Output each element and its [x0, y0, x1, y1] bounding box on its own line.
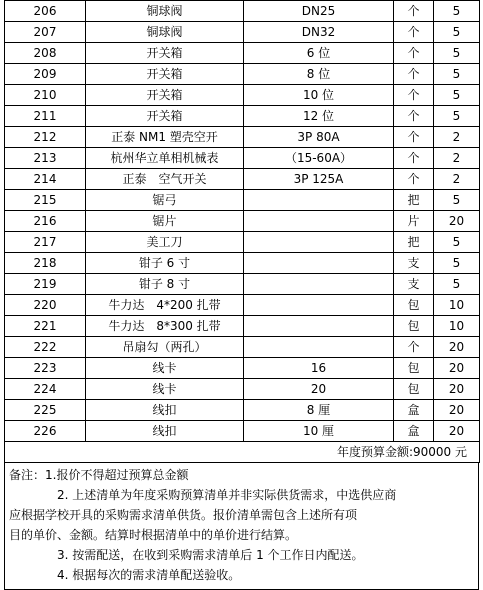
item-number-cell: 224: [5, 379, 86, 400]
item-number-cell: 209: [5, 64, 86, 85]
notes-section: [4, 463, 479, 590]
item-name-cell: 线扣: [86, 400, 244, 421]
item-spec-cell: 20: [244, 379, 394, 400]
item-quantity-cell: 5: [434, 22, 480, 43]
item-unit-cell: 把: [394, 232, 434, 253]
item-spec-cell: 10 厘: [244, 421, 394, 442]
item-quantity-cell: 5: [434, 64, 480, 85]
item-spec-cell: 16: [244, 358, 394, 379]
item-number-cell: 206: [5, 1, 86, 22]
item-spec-cell: 8 厘: [244, 400, 394, 421]
item-number-cell: 222: [5, 337, 86, 358]
table-row: [5, 106, 480, 127]
table-row: [5, 64, 480, 85]
table-row: [5, 253, 480, 274]
item-number-cell: 217: [5, 232, 86, 253]
item-number-cell: 216: [5, 211, 86, 232]
item-unit-cell: 个: [394, 148, 434, 169]
table-row: [5, 274, 480, 295]
table-row: [5, 22, 480, 43]
table-row: [5, 1, 480, 22]
item-number-cell: 219: [5, 274, 86, 295]
item-unit-cell: 个: [394, 64, 434, 85]
item-number-cell: 210: [5, 85, 86, 106]
item-quantity-cell: 5: [434, 85, 480, 106]
item-unit-cell: 个: [394, 1, 434, 22]
table-row: [5, 169, 480, 190]
table-row: [5, 43, 480, 64]
table-row: [5, 337, 480, 358]
item-unit-cell: 盒: [394, 400, 434, 421]
item-spec-cell: [244, 211, 394, 232]
item-quantity-cell: 5: [434, 43, 480, 64]
item-name-cell: 正泰 NM1 塑壳空开: [86, 127, 244, 148]
item-unit-cell: 个: [394, 22, 434, 43]
item-number-cell: 208: [5, 43, 86, 64]
item-name-cell: 开关箱: [86, 43, 244, 64]
note-2-line-1: 2. 上述清单为年度采购预算清单并非实际供货需求，中选供应商: [57, 488, 397, 502]
item-unit-cell: 个: [394, 43, 434, 64]
item-quantity-cell: 20: [434, 337, 480, 358]
total-row: [5, 442, 480, 463]
item-spec-cell: 10 位: [244, 85, 394, 106]
item-unit-cell: 包: [394, 295, 434, 316]
item-spec-cell: 3P 125A: [244, 169, 394, 190]
item-number-cell: 212: [5, 127, 86, 148]
item-spec-cell: 6 位: [244, 43, 394, 64]
item-unit-cell: 支: [394, 274, 434, 295]
item-number-cell: 207: [5, 22, 86, 43]
item-name-cell: 锯弓: [86, 190, 244, 211]
table-row: [5, 379, 480, 400]
item-quantity-cell: 10: [434, 316, 480, 337]
note-1: 备注：1.报价不得超过预算总金额: [9, 468, 189, 482]
note-2-line-3: 目的单价、金额。结算时根据清单中的单价进行结算。: [9, 528, 298, 542]
item-spec-cell: （15-60A）: [244, 148, 394, 169]
note-3: 3. 按需配送，在收到采购需求清单后 1 个工作日内配送。: [57, 548, 364, 562]
item-unit-cell: 个: [394, 85, 434, 106]
item-quantity-cell: 20: [434, 421, 480, 442]
table-row: [5, 421, 480, 442]
item-unit-cell: 片: [394, 211, 434, 232]
item-spec-cell: 3P 80A: [244, 127, 394, 148]
item-name-cell: 线卡: [86, 379, 244, 400]
item-unit-cell: 盒: [394, 421, 434, 442]
table-row: [5, 211, 480, 232]
item-spec-cell: 12 位: [244, 106, 394, 127]
item-spec-cell: [244, 295, 394, 316]
item-spec-cell: [244, 253, 394, 274]
item-unit-cell: 个: [394, 169, 434, 190]
item-name-cell: 铜球阀: [86, 1, 244, 22]
annual-budget-total: 年度预算金额:90000 元: [5, 442, 480, 463]
table-row: [5, 85, 480, 106]
item-name-cell: 开关箱: [86, 106, 244, 127]
item-name-cell: 牛力达 4*200 扎带: [86, 295, 244, 316]
item-quantity-cell: 20: [434, 400, 480, 421]
table-row: [5, 358, 480, 379]
item-name-cell: 开关箱: [86, 85, 244, 106]
item-quantity-cell: 10: [434, 295, 480, 316]
item-unit-cell: 包: [394, 358, 434, 379]
item-table-body: [5, 1, 480, 442]
item-unit-cell: 个: [394, 337, 434, 358]
item-number-cell: 226: [5, 421, 86, 442]
item-quantity-cell: 20: [434, 358, 480, 379]
item-unit-cell: 包: [394, 379, 434, 400]
item-spec-cell: [244, 316, 394, 337]
item-number-cell: 225: [5, 400, 86, 421]
item-number-cell: 220: [5, 295, 86, 316]
item-number-cell: 211: [5, 106, 86, 127]
table-row: [5, 400, 480, 421]
item-name-cell: 铜球阀: [86, 22, 244, 43]
item-name-cell: 开关箱: [86, 64, 244, 85]
item-name-cell: 牛力达 8*300 扎带: [86, 316, 244, 337]
item-number-cell: 213: [5, 148, 86, 169]
item-spec-cell: [244, 337, 394, 358]
item-number-cell: 221: [5, 316, 86, 337]
item-spec-cell: [244, 232, 394, 253]
item-unit-cell: 把: [394, 190, 434, 211]
item-name-cell: 线卡: [86, 358, 244, 379]
table-row: [5, 316, 480, 337]
procurement-sheet: [4, 0, 479, 590]
item-number-cell: 215: [5, 190, 86, 211]
item-quantity-cell: 5: [434, 253, 480, 274]
item-name-cell: 杭州华立单相机械表: [86, 148, 244, 169]
table-row: [5, 295, 480, 316]
item-quantity-cell: 2: [434, 148, 480, 169]
item-unit-cell: 包: [394, 316, 434, 337]
item-name-cell: 钳子 8 寸: [86, 274, 244, 295]
item-number-cell: 214: [5, 169, 86, 190]
item-quantity-cell: 5: [434, 1, 480, 22]
item-name-cell: 钳子 6 寸: [86, 253, 244, 274]
item-name-cell: 锯片: [86, 211, 244, 232]
table-row: [5, 232, 480, 253]
item-table: [4, 0, 480, 463]
item-number-cell: 223: [5, 358, 86, 379]
item-spec-cell: [244, 190, 394, 211]
table-row: [5, 190, 480, 211]
note-4: 4. 根据每次的需求清单配送验收。: [57, 568, 241, 582]
item-name-cell: 线扣: [86, 421, 244, 442]
item-quantity-cell: 5: [434, 190, 480, 211]
note-2-line-2: 应根据学校开具的采购需求清单供货。报价清单需包含上述所有项: [9, 508, 358, 522]
item-quantity-cell: 20: [434, 211, 480, 232]
item-quantity-cell: 20: [434, 379, 480, 400]
item-quantity-cell: 2: [434, 127, 480, 148]
item-number-cell: 218: [5, 253, 86, 274]
item-name-cell: 正泰 空气开关: [86, 169, 244, 190]
item-quantity-cell: 5: [434, 106, 480, 127]
item-quantity-cell: 2: [434, 169, 480, 190]
table-row: [5, 127, 480, 148]
item-spec-cell: DN32: [244, 22, 394, 43]
item-name-cell: 美工刀: [86, 232, 244, 253]
item-quantity-cell: 5: [434, 274, 480, 295]
item-unit-cell: 个: [394, 127, 434, 148]
item-unit-cell: 支: [394, 253, 434, 274]
table-row: [5, 148, 480, 169]
item-spec-cell: DN25: [244, 1, 394, 22]
item-spec-cell: 8 位: [244, 64, 394, 85]
item-unit-cell: 个: [394, 106, 434, 127]
item-spec-cell: [244, 274, 394, 295]
item-name-cell: 吊扇勾（两孔）: [86, 337, 244, 358]
item-quantity-cell: 5: [434, 232, 480, 253]
